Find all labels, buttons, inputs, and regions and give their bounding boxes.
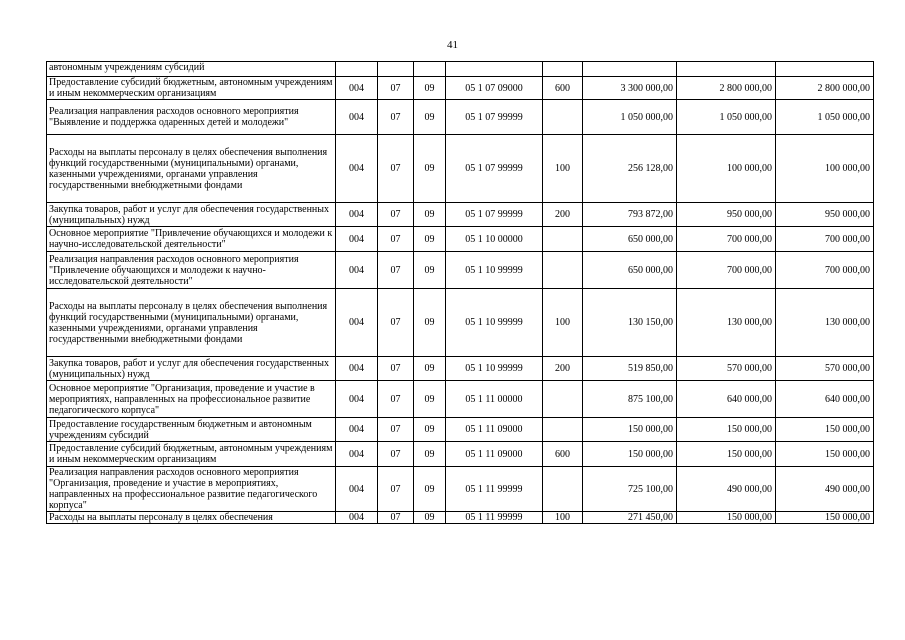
table-row [47, 381, 874, 418]
table-row [47, 442, 874, 467]
amount-year-3: 2 800 000,00 [776, 77, 874, 100]
expense-type-code: 600 [543, 442, 583, 467]
subsection-code: 09 [414, 381, 446, 418]
amount-year-3: 150 000,00 [776, 512, 874, 524]
section-code: 07 [378, 252, 414, 289]
expense-type-code [543, 227, 583, 252]
subsection-code: 09 [414, 77, 446, 100]
table-row [47, 252, 874, 289]
amount-year-3: 640 000,00 [776, 381, 874, 418]
amount-year-2: 700 000,00 [677, 227, 776, 252]
expense-type-code [543, 252, 583, 289]
section-code: 07 [378, 135, 414, 203]
target-article-code: 05 1 10 99999 [446, 357, 543, 381]
section-code: 07 [378, 512, 414, 524]
expense-type-code [543, 62, 583, 77]
section-code: 07 [378, 100, 414, 135]
table-row [47, 135, 874, 203]
amount-year-1: 1 050 000,00 [583, 100, 677, 135]
table-row [47, 62, 874, 77]
dept-code: 004 [336, 442, 378, 467]
amount-year-2: 490 000,00 [677, 467, 776, 512]
target-article-code: 05 1 11 00000 [446, 381, 543, 418]
section-code: 07 [378, 418, 414, 442]
amount-year-3: 490 000,00 [776, 467, 874, 512]
subsection-code: 09 [414, 135, 446, 203]
amount-year-1: 875 100,00 [583, 381, 677, 418]
table-row [47, 467, 874, 512]
expense-type-code [543, 467, 583, 512]
dept-code: 004 [336, 467, 378, 512]
amount-year-2: 570 000,00 [677, 357, 776, 381]
amount-year-3: 570 000,00 [776, 357, 874, 381]
table-row [47, 203, 874, 227]
amount-year-3: 700 000,00 [776, 252, 874, 289]
dept-code: 004 [336, 512, 378, 524]
section-code: 07 [378, 289, 414, 357]
amount-year-2: 700 000,00 [677, 252, 776, 289]
table-row [47, 100, 874, 135]
target-article-code: 05 1 10 99999 [446, 252, 543, 289]
dept-code [336, 62, 378, 77]
table-row [47, 418, 874, 442]
target-article-code: 05 1 10 00000 [446, 227, 543, 252]
dept-code: 004 [336, 135, 378, 203]
amount-year-3: 150 000,00 [776, 418, 874, 442]
budget-table [46, 61, 874, 524]
item-name: Реализация направления расходов основного мероприятия "Организация, проведение и участие в мероприятиях, направленных на профессиональное развитие педагогического корпуса" [47, 467, 336, 512]
amount-year-3: 100 000,00 [776, 135, 874, 203]
subsection-code: 09 [414, 357, 446, 381]
amount-year-1 [583, 62, 677, 77]
target-article-code: 05 1 07 99999 [446, 135, 543, 203]
item-name: Закупка товаров, работ и услуг для обеспечения государственных (муниципальных) нужд [47, 357, 336, 381]
item-name: Основное мероприятие "Организация, проведение и участие в мероприятиях, направленных на профессиональное развитие педагогического корпуса" [47, 381, 336, 418]
expense-type-code: 100 [543, 135, 583, 203]
amount-year-2: 150 000,00 [677, 442, 776, 467]
item-name: Предоставление субсидий бюджетным, автономным учреждениям и иным некоммерческим организациям [47, 77, 336, 100]
amount-year-1: 150 000,00 [583, 418, 677, 442]
amount-year-1: 150 000,00 [583, 442, 677, 467]
subsection-code: 09 [414, 203, 446, 227]
subsection-code: 09 [414, 100, 446, 135]
dept-code: 004 [336, 77, 378, 100]
target-article-code [446, 62, 543, 77]
target-article-code: 05 1 11 99999 [446, 512, 543, 524]
amount-year-2: 2 800 000,00 [677, 77, 776, 100]
amount-year-1: 650 000,00 [583, 227, 677, 252]
item-name: Основное мероприятие "Привлечение обучающихся и молодежи к научно-исследовательской деятельности" [47, 227, 336, 252]
expense-type-code [543, 100, 583, 135]
amount-year-2: 100 000,00 [677, 135, 776, 203]
amount-year-2: 640 000,00 [677, 381, 776, 418]
item-name: Реализация направления расходов основного мероприятия "Выявление и поддержка одаренных детей и молодежи" [47, 100, 336, 135]
amount-year-2: 150 000,00 [677, 418, 776, 442]
dept-code: 004 [336, 289, 378, 357]
table-row [47, 227, 874, 252]
section-code: 07 [378, 77, 414, 100]
item-name: Расходы на выплаты персоналу в целях обеспечения [47, 512, 336, 524]
subsection-code: 09 [414, 467, 446, 512]
dept-code: 004 [336, 252, 378, 289]
table-row [47, 512, 874, 524]
table-row [47, 357, 874, 381]
expense-type-code: 200 [543, 357, 583, 381]
expense-type-code: 100 [543, 512, 583, 524]
expense-type-code: 100 [543, 289, 583, 357]
item-name: Расходы на выплаты персоналу в целях обеспечения выполнения функций государственными (муниципальными) органами, казенными учреждениями, органами управления государственными внебюджетными фондами [47, 135, 336, 203]
target-article-code: 05 1 07 99999 [446, 203, 543, 227]
amount-year-2 [677, 62, 776, 77]
section-code: 07 [378, 442, 414, 467]
amount-year-2: 150 000,00 [677, 512, 776, 524]
subsection-code: 09 [414, 227, 446, 252]
section-code: 07 [378, 381, 414, 418]
amount-year-1: 519 850,00 [583, 357, 677, 381]
amount-year-1: 271 450,00 [583, 512, 677, 524]
table-row [47, 289, 874, 357]
target-article-code: 05 1 11 09000 [446, 418, 543, 442]
amount-year-2: 950 000,00 [677, 203, 776, 227]
item-name: Предоставление государственным бюджетным и автономным учреждениям субсидий [47, 418, 336, 442]
amount-year-1: 3 300 000,00 [583, 77, 677, 100]
expense-type-code [543, 418, 583, 442]
target-article-code: 05 1 11 99999 [446, 467, 543, 512]
item-name: Расходы на выплаты персоналу в целях обеспечения выполнения функций государственными (муниципальными) органами, казенными учреждениями, органами управления государственными внебюджетными фондами [47, 289, 336, 357]
section-code: 07 [378, 467, 414, 512]
item-name: Реализация направления расходов основного мероприятия "Привлечение обучающихся и молодежи к научно-исследовательской деятельности" [47, 252, 336, 289]
dept-code: 004 [336, 227, 378, 252]
amount-year-1: 793 872,00 [583, 203, 677, 227]
subsection-code: 09 [414, 289, 446, 357]
page-number: 41 [447, 39, 458, 51]
dept-code: 004 [336, 203, 378, 227]
amount-year-3: 950 000,00 [776, 203, 874, 227]
dept-code: 004 [336, 100, 378, 135]
target-article-code: 05 1 07 99999 [446, 100, 543, 135]
amount-year-3 [776, 62, 874, 77]
subsection-code [414, 62, 446, 77]
item-name: Закупка товаров, работ и услуг для обеспечения государственных (муниципальных) нужд [47, 203, 336, 227]
expense-type-code: 600 [543, 77, 583, 100]
table-row [47, 77, 874, 100]
amount-year-1: 725 100,00 [583, 467, 677, 512]
amount-year-2: 1 050 000,00 [677, 100, 776, 135]
amount-year-3: 1 050 000,00 [776, 100, 874, 135]
dept-code: 004 [336, 381, 378, 418]
target-article-code: 05 1 10 99999 [446, 289, 543, 357]
amount-year-1: 130 150,00 [583, 289, 677, 357]
subsection-code: 09 [414, 512, 446, 524]
target-article-code: 05 1 11 09000 [446, 442, 543, 467]
subsection-code: 09 [414, 252, 446, 289]
subsection-code: 09 [414, 418, 446, 442]
amount-year-3: 130 000,00 [776, 289, 874, 357]
amount-year-1: 650 000,00 [583, 252, 677, 289]
amount-year-3: 700 000,00 [776, 227, 874, 252]
section-code: 07 [378, 227, 414, 252]
amount-year-3: 150 000,00 [776, 442, 874, 467]
amount-year-1: 256 128,00 [583, 135, 677, 203]
subsection-code: 09 [414, 442, 446, 467]
amount-year-2: 130 000,00 [677, 289, 776, 357]
expense-type-code: 200 [543, 203, 583, 227]
item-name: Предоставление субсидий бюджетным, автономным учреждениям и иным некоммерческим организациям [47, 442, 336, 467]
expense-type-code [543, 381, 583, 418]
dept-code: 004 [336, 357, 378, 381]
item-name: автономным учреждениям субсидий [47, 62, 336, 77]
section-code: 07 [378, 203, 414, 227]
section-code [378, 62, 414, 77]
dept-code: 004 [336, 418, 378, 442]
section-code: 07 [378, 357, 414, 381]
target-article-code: 05 1 07 09000 [446, 77, 543, 100]
